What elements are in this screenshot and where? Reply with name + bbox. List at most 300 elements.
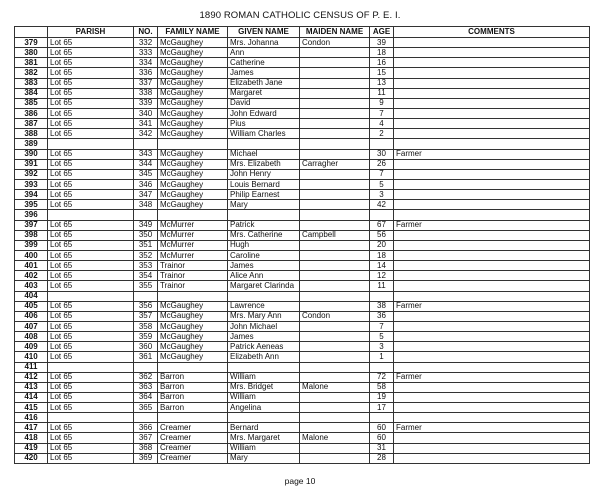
maiden-name-cell: [300, 108, 370, 118]
age-cell: 31: [370, 443, 394, 453]
age-cell: 13: [370, 78, 394, 88]
number-cell: [134, 362, 158, 372]
given-name-cell: Mrs. Elizabeth: [228, 159, 300, 169]
maiden-name-cell: [300, 423, 370, 433]
table-row: [15, 159, 590, 169]
maiden-name-cell: [300, 179, 370, 189]
column-header-given-name: GIVEN NAME: [228, 27, 300, 38]
table-row: [15, 38, 590, 48]
number-cell: 369: [134, 453, 158, 463]
number-cell: 368: [134, 443, 158, 453]
table-row: [15, 392, 590, 402]
parish-cell: Lot 65: [48, 190, 134, 200]
maiden-name-cell: [300, 281, 370, 291]
age-cell: 56: [370, 230, 394, 240]
family-name-cell: Creamer: [158, 453, 228, 463]
line-number-cell: 413: [15, 382, 48, 392]
parish-cell: Lot 65: [48, 372, 134, 382]
comments-cell: [394, 179, 590, 189]
comments-cell: [394, 88, 590, 98]
number-cell: [134, 291, 158, 301]
comments-cell: [394, 291, 590, 301]
parish-cell: Lot 65: [48, 48, 134, 58]
number-cell: 367: [134, 433, 158, 443]
parish-cell: Lot 65: [48, 129, 134, 139]
maiden-name-cell: [300, 342, 370, 352]
parish-cell: Lot 65: [48, 423, 134, 433]
given-name-cell: Mrs. Catherine: [228, 230, 300, 240]
comments-cell: [394, 403, 590, 413]
given-name-cell: Patrick Aeneas: [228, 342, 300, 352]
comments-cell: [394, 443, 590, 453]
family-name-cell: McGaughey: [158, 68, 228, 78]
family-name-cell: Barron: [158, 382, 228, 392]
line-number-cell: 383: [15, 78, 48, 88]
comments-cell: [394, 190, 590, 200]
maiden-name-cell: [300, 78, 370, 88]
given-name-cell: Alice Ann: [228, 271, 300, 281]
given-name-cell: Mary: [228, 453, 300, 463]
maiden-name-cell: [300, 301, 370, 311]
number-cell: 354: [134, 271, 158, 281]
maiden-name-cell: [300, 190, 370, 200]
parish-cell: Lot 65: [48, 261, 134, 271]
header-row: [15, 27, 590, 38]
family-name-cell: [158, 210, 228, 220]
family-name-cell: McMurrer: [158, 230, 228, 240]
number-cell: 338: [134, 88, 158, 98]
line-number-cell: 416: [15, 413, 48, 423]
maiden-name-cell: [300, 240, 370, 250]
given-name-cell: Angelina: [228, 403, 300, 413]
comments-cell: [394, 453, 590, 463]
line-number-cell: 396: [15, 210, 48, 220]
table-row: [15, 342, 590, 352]
table-row: [15, 443, 590, 453]
parish-cell: Lot 65: [48, 240, 134, 250]
age-cell: 18: [370, 250, 394, 260]
table-row: [15, 179, 590, 189]
number-cell: 333: [134, 48, 158, 58]
maiden-name-cell: [300, 149, 370, 159]
family-name-cell: Barron: [158, 392, 228, 402]
table-row: [15, 453, 590, 463]
family-name-cell: [158, 139, 228, 149]
maiden-name-cell: [300, 88, 370, 98]
maiden-name-cell: [300, 453, 370, 463]
age-cell: 38: [370, 301, 394, 311]
table-row: [15, 78, 590, 88]
parish-cell: Lot 65: [48, 433, 134, 443]
age-cell: 5: [370, 179, 394, 189]
family-name-cell: McGaughey: [158, 129, 228, 139]
number-cell: 356: [134, 301, 158, 311]
parish-cell: Lot 65: [48, 332, 134, 342]
table-row: [15, 271, 590, 281]
given-name-cell: Bernard: [228, 423, 300, 433]
age-cell: 3: [370, 190, 394, 200]
comments-cell: [394, 413, 590, 423]
number-cell: 366: [134, 423, 158, 433]
maiden-name-cell: [300, 98, 370, 108]
family-name-cell: Trainor: [158, 261, 228, 271]
parish-cell: Lot 65: [48, 169, 134, 179]
parish-cell: Lot 65: [48, 352, 134, 362]
number-cell: 344: [134, 159, 158, 169]
table-row: [15, 352, 590, 362]
age-cell: 36: [370, 311, 394, 321]
maiden-name-cell: [300, 129, 370, 139]
age-cell: 20: [370, 240, 394, 250]
table-row: [15, 230, 590, 240]
line-number-cell: 408: [15, 332, 48, 342]
line-number-cell: 398: [15, 230, 48, 240]
table-row: [15, 311, 590, 321]
column-header-age: AGE: [370, 27, 394, 38]
comments-cell: Farmer: [394, 220, 590, 230]
family-name-cell: McGaughey: [158, 321, 228, 331]
table-row: [15, 88, 590, 98]
family-name-cell: McGaughey: [158, 169, 228, 179]
given-name-cell: Elizabeth Ann: [228, 352, 300, 362]
maiden-name-cell: [300, 250, 370, 260]
maiden-name-cell: Condon: [300, 38, 370, 48]
table-row: [15, 281, 590, 291]
parish-cell: [48, 139, 134, 149]
parish-cell: Lot 65: [48, 220, 134, 230]
line-number-cell: 391: [15, 159, 48, 169]
age-cell: 7: [370, 108, 394, 118]
family-name-cell: [158, 291, 228, 301]
table-row: [15, 332, 590, 342]
comments-cell: [394, 342, 590, 352]
parish-cell: Lot 65: [48, 230, 134, 240]
table-row: [15, 149, 590, 159]
age-cell: 67: [370, 220, 394, 230]
number-cell: 360: [134, 342, 158, 352]
line-number-cell: 403: [15, 281, 48, 291]
comments-cell: [394, 321, 590, 331]
number-cell: [134, 413, 158, 423]
comments-cell: Farmer: [394, 423, 590, 433]
age-cell: 60: [370, 433, 394, 443]
given-name-cell: [228, 413, 300, 423]
maiden-name-cell: Malone: [300, 382, 370, 392]
comments-cell: [394, 119, 590, 129]
comments-cell: [394, 433, 590, 443]
age-cell: 60: [370, 423, 394, 433]
line-number-cell: 412: [15, 372, 48, 382]
comments-cell: Farmer: [394, 301, 590, 311]
age-cell: 2: [370, 129, 394, 139]
comments-cell: [394, 352, 590, 362]
family-name-cell: McGaughey: [158, 332, 228, 342]
family-name-cell: McGaughey: [158, 179, 228, 189]
comments-cell: [394, 240, 590, 250]
table-row: [15, 98, 590, 108]
comments-cell: [394, 230, 590, 240]
number-cell: 332: [134, 38, 158, 48]
age-cell: 30: [370, 149, 394, 159]
family-name-cell: Barron: [158, 403, 228, 413]
comments-cell: [394, 129, 590, 139]
parish-cell: [48, 362, 134, 372]
age-cell: 18: [370, 48, 394, 58]
table-row: [15, 291, 590, 301]
line-number-cell: 394: [15, 190, 48, 200]
column-header-parish: PARISH: [48, 27, 134, 38]
comments-cell: [394, 159, 590, 169]
given-name-cell: [228, 210, 300, 220]
comments-cell: [394, 271, 590, 281]
family-name-cell: McGaughey: [158, 190, 228, 200]
number-cell: [134, 210, 158, 220]
line-number-cell: 414: [15, 392, 48, 402]
parish-cell: [48, 291, 134, 301]
given-name-cell: [228, 291, 300, 301]
comments-cell: [394, 311, 590, 321]
comments-cell: [394, 78, 590, 88]
maiden-name-cell: [300, 261, 370, 271]
comments-cell: [394, 139, 590, 149]
given-name-cell: Hugh: [228, 240, 300, 250]
family-name-cell: McGaughey: [158, 38, 228, 48]
column-header-family-name: FAMILY NAME: [158, 27, 228, 38]
table-row: [15, 433, 590, 443]
age-cell: 7: [370, 321, 394, 331]
parish-cell: Lot 65: [48, 453, 134, 463]
given-name-cell: Mrs. Mary Ann: [228, 311, 300, 321]
age-cell: [370, 291, 394, 301]
comments-cell: Farmer: [394, 372, 590, 382]
parish-cell: Lot 65: [48, 149, 134, 159]
number-cell: 348: [134, 200, 158, 210]
parish-cell: Lot 65: [48, 382, 134, 392]
family-name-cell: Trainor: [158, 281, 228, 291]
family-name-cell: Creamer: [158, 443, 228, 453]
comments-cell: [394, 48, 590, 58]
parish-cell: Lot 65: [48, 281, 134, 291]
family-name-cell: McGaughey: [158, 159, 228, 169]
table-row: [15, 372, 590, 382]
age-cell: [370, 362, 394, 372]
age-cell: 4: [370, 119, 394, 129]
parish-cell: Lot 65: [48, 250, 134, 260]
given-name-cell: Michael: [228, 149, 300, 159]
line-number-cell: 397: [15, 220, 48, 230]
line-number-cell: 389: [15, 139, 48, 149]
given-name-cell: James: [228, 68, 300, 78]
number-cell: 350: [134, 230, 158, 240]
comments-cell: [394, 38, 590, 48]
family-name-cell: McGaughey: [158, 108, 228, 118]
given-name-cell: Mrs. Bridget: [228, 382, 300, 392]
parish-cell: Lot 65: [48, 68, 134, 78]
comments-cell: [394, 98, 590, 108]
line-number-cell: 388: [15, 129, 48, 139]
age-cell: [370, 413, 394, 423]
table-row: [15, 382, 590, 392]
parish-cell: [48, 413, 134, 423]
age-cell: 3: [370, 342, 394, 352]
maiden-name-cell: [300, 58, 370, 68]
table-row: [15, 190, 590, 200]
line-number-cell: 409: [15, 342, 48, 352]
number-cell: 342: [134, 129, 158, 139]
given-name-cell: William: [228, 372, 300, 382]
given-name-cell: John Michael: [228, 321, 300, 331]
maiden-name-cell: [300, 352, 370, 362]
parish-cell: Lot 65: [48, 200, 134, 210]
line-number-cell: 390: [15, 149, 48, 159]
comments-cell: [394, 169, 590, 179]
line-number-cell: 386: [15, 108, 48, 118]
parish-cell: Lot 65: [48, 321, 134, 331]
page-number: page 10: [284, 476, 316, 486]
family-name-cell: Creamer: [158, 423, 228, 433]
given-name-cell: John Edward: [228, 108, 300, 118]
number-cell: 353: [134, 261, 158, 271]
parish-cell: Lot 65: [48, 108, 134, 118]
given-name-cell: Mary: [228, 200, 300, 210]
line-number-cell: 405: [15, 301, 48, 311]
line-number-cell: 393: [15, 179, 48, 189]
parish-cell: [48, 210, 134, 220]
age-cell: 42: [370, 200, 394, 210]
line-number-cell: 384: [15, 88, 48, 98]
age-cell: 28: [370, 453, 394, 463]
given-name-cell: Margaret Clarinda: [228, 281, 300, 291]
comments-cell: [394, 250, 590, 260]
age-cell: 16: [370, 58, 394, 68]
table-row: [15, 250, 590, 260]
maiden-name-cell: [300, 443, 370, 453]
line-number-cell: 410: [15, 352, 48, 362]
age-cell: 12: [370, 271, 394, 281]
given-name-cell: James: [228, 332, 300, 342]
number-cell: 349: [134, 220, 158, 230]
age-cell: 39: [370, 38, 394, 48]
page-title: 1890 ROMAN CATHOLIC CENSUS OF P. E. I.: [199, 10, 401, 21]
line-number-cell: 395: [15, 200, 48, 210]
table-row: [15, 139, 590, 149]
parish-cell: Lot 65: [48, 38, 134, 48]
table-row: [15, 210, 590, 220]
maiden-name-cell: Malone: [300, 433, 370, 443]
comments-cell: [394, 332, 590, 342]
parish-cell: Lot 65: [48, 88, 134, 98]
number-cell: 347: [134, 190, 158, 200]
given-name-cell: James: [228, 261, 300, 271]
parish-cell: Lot 65: [48, 403, 134, 413]
age-cell: [370, 210, 394, 220]
given-name-cell: Mrs. Margaret: [228, 433, 300, 443]
parish-cell: Lot 65: [48, 58, 134, 68]
line-number-cell: 402: [15, 271, 48, 281]
maiden-name-cell: Campbell: [300, 230, 370, 240]
line-number-cell: 419: [15, 443, 48, 453]
family-name-cell: McGaughey: [158, 311, 228, 321]
table-row: [15, 220, 590, 230]
maiden-name-cell: [300, 413, 370, 423]
age-cell: 11: [370, 88, 394, 98]
parish-cell: Lot 65: [48, 392, 134, 402]
age-cell: 15: [370, 68, 394, 78]
comments-cell: [394, 281, 590, 291]
number-cell: 357: [134, 311, 158, 321]
parish-cell: Lot 65: [48, 159, 134, 169]
family-name-cell: McMurrer: [158, 240, 228, 250]
table-row: [15, 200, 590, 210]
given-name-cell: David: [228, 98, 300, 108]
number-cell: 351: [134, 240, 158, 250]
maiden-name-cell: [300, 271, 370, 281]
comments-cell: [394, 200, 590, 210]
family-name-cell: McGaughey: [158, 119, 228, 129]
age-cell: [370, 139, 394, 149]
given-name-cell: Elizabeth Jane: [228, 78, 300, 88]
comments-cell: [394, 392, 590, 402]
number-cell: 359: [134, 332, 158, 342]
age-cell: 5: [370, 332, 394, 342]
family-name-cell: McGaughey: [158, 301, 228, 311]
given-name-cell: [228, 362, 300, 372]
age-cell: 1: [370, 352, 394, 362]
family-name-cell: Trainor: [158, 271, 228, 281]
number-cell: 361: [134, 352, 158, 362]
given-name-cell: Catherine: [228, 58, 300, 68]
column-header-no: NO.: [134, 27, 158, 38]
line-number-cell: 404: [15, 291, 48, 301]
maiden-name-cell: [300, 119, 370, 129]
number-cell: 341: [134, 119, 158, 129]
age-cell: 58: [370, 382, 394, 392]
age-cell: 26: [370, 159, 394, 169]
given-name-cell: William: [228, 443, 300, 453]
given-name-cell: Philip Earnest: [228, 190, 300, 200]
family-name-cell: McGaughey: [158, 200, 228, 210]
parish-cell: Lot 65: [48, 78, 134, 88]
parish-cell: Lot 65: [48, 119, 134, 129]
table-row: [15, 129, 590, 139]
line-number-cell: 382: [15, 68, 48, 78]
family-name-cell: McGaughey: [158, 78, 228, 88]
table-row: [15, 119, 590, 129]
line-number-cell: 407: [15, 321, 48, 331]
maiden-name-cell: [300, 68, 370, 78]
age-cell: 7: [370, 169, 394, 179]
line-number-cell: 399: [15, 240, 48, 250]
given-name-cell: William Charles: [228, 129, 300, 139]
parish-cell: Lot 65: [48, 342, 134, 352]
table-row: [15, 240, 590, 250]
table-row: [15, 68, 590, 78]
given-name-cell: John Henry: [228, 169, 300, 179]
maiden-name-cell: Condon: [300, 311, 370, 321]
maiden-name-cell: [300, 332, 370, 342]
given-name-cell: Margaret: [228, 88, 300, 98]
column-header-maiden-name: MAIDEN NAME: [300, 27, 370, 38]
table-row: [15, 413, 590, 423]
table-row: [15, 169, 590, 179]
line-number-cell: 420: [15, 453, 48, 463]
age-cell: 17: [370, 403, 394, 413]
comments-cell: [394, 210, 590, 220]
maiden-name-cell: [300, 372, 370, 382]
line-number-cell: 400: [15, 250, 48, 260]
given-name-cell: Mrs. Johanna: [228, 38, 300, 48]
maiden-name-cell: [300, 200, 370, 210]
